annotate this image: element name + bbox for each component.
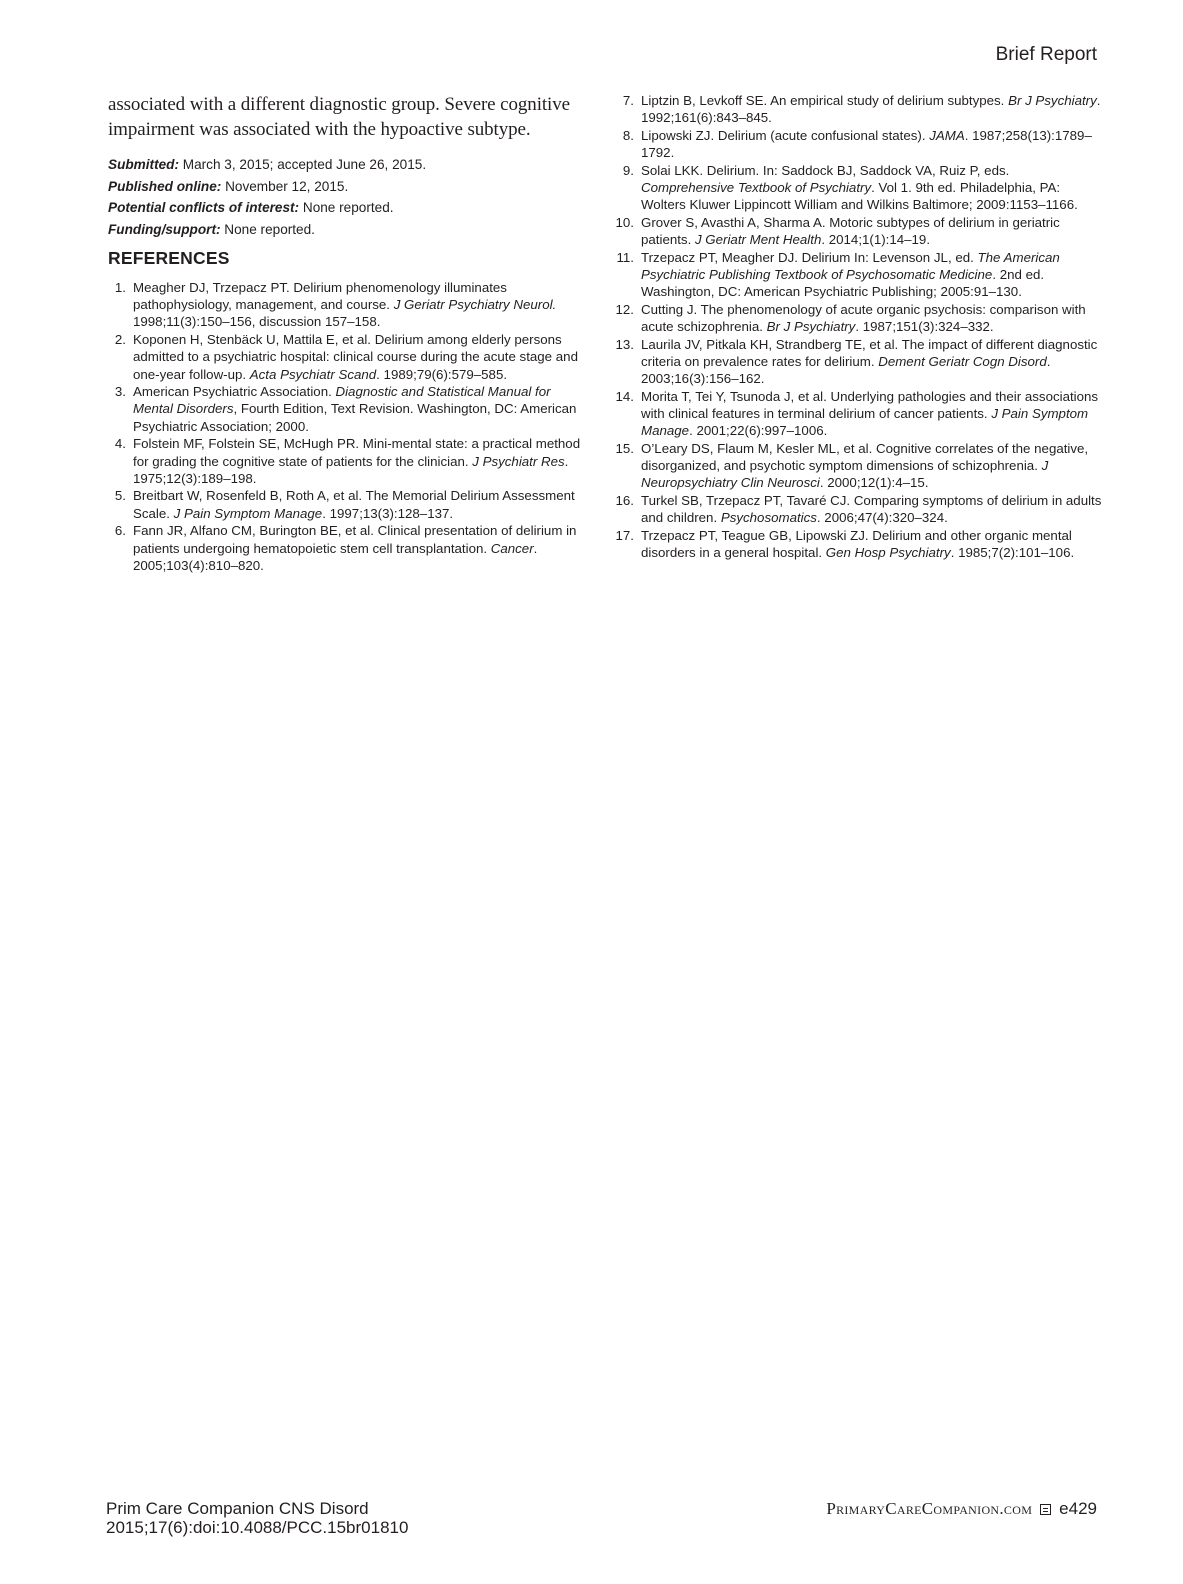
reference-source: J Psychiatr Res: [472, 453, 565, 469]
reference-text: Liptzin B, Levkoff SE. An empirical study of delirium subtypes.: [641, 93, 1009, 108]
reference-text: Folstein MF, Folstein SE, McHugh PR. Mini-mental state: a practical method for grading the cognitive state of patients for the clinician.: [133, 436, 581, 469]
reference-number: 7.: [622, 93, 634, 108]
reference-number: 2.: [114, 332, 126, 348]
reference-number: 12.: [615, 301, 634, 317]
reference-text: . 2001;22(6):997–1006.: [689, 423, 828, 439]
reference-item: [616, 492, 1104, 526]
reference-number: 13.: [615, 336, 634, 352]
reference-text: Lipowski ZJ. Delirium (acute confusional states).: [641, 127, 930, 143]
reference-number: 8.: [622, 127, 634, 143]
reference-item: [108, 487, 590, 521]
reference-item: [616, 388, 1104, 440]
footer-site-name: PrimaryCareCompanion.com: [826, 1499, 1033, 1518]
meta-label: Submitted:: [108, 157, 179, 172]
reference-text: . 2003;16(3):156–162.: [641, 354, 1051, 387]
reference-text: Grover S, Avasthi A, Sharma A. Motoric subtypes of delirium in geriatric patients.: [641, 214, 1060, 248]
footer-doi: 2015;17(6):doi:10.4088/PCC.15br01810: [106, 1518, 409, 1537]
reference-number: 15.: [615, 441, 634, 457]
reference-source: J Pain Symptom Manage: [641, 406, 1089, 439]
meta-label: Published online:: [108, 178, 222, 194]
reference-text: Cutting J. The phenomenology of acute organic psychosis: comparison with acute schizophrenia.: [641, 301, 1086, 335]
reference-text: 1998;11(3):150–156, discussion 157–158.: [133, 314, 381, 330]
meta-label: Funding/support:: [108, 221, 221, 237]
meta-conflicts: [108, 197, 590, 219]
reference-item: [616, 336, 1104, 388]
reference-source: Br J Psychiatry: [766, 319, 856, 335]
reference-item: [108, 383, 590, 435]
meta-value: March 3, 2015; accepted June 26, 2015.: [178, 157, 427, 172]
reference-source: Psychosomatics: [720, 510, 817, 526]
separator-icon: [1040, 1504, 1051, 1515]
meta-value: November 12, 2015.: [221, 178, 349, 194]
meta-value: None reported.: [220, 221, 315, 237]
reference-source: J Neuropsychiatry Clin Neurosci: [641, 458, 1049, 491]
reference-text: Koponen H, Stenbäck U, Mattila E, et al. Delirium among elderly persons admitted to a psychiatric hospital: clinical course during the acute stage and one-year follow-up.: [133, 332, 578, 382]
page-number: e429: [1059, 1499, 1097, 1518]
reference-item: [616, 92, 1104, 126]
reference-text: , Fourth Edition, Text Revision. Washington, DC: American Psychiatric Association; 2000.: [133, 401, 577, 434]
reference-source: The American Psychiatric Publishing Textbook of Psychosomatic Medicine: [641, 249, 1060, 283]
reference-text: . 1985;7(2):101–106.: [950, 545, 1075, 561]
lead-paragraph: associated with a different diagnostic group. Severe cognitive impairment was associated with the hypoactive subtype.: [108, 94, 570, 140]
reference-item: [616, 249, 1104, 301]
reference-list-right: [616, 92, 1104, 561]
running-head: Brief Report: [995, 44, 1097, 65]
reference-source: J Geriatr Psychiatry Neurol.: [393, 297, 557, 313]
reference-number: 5.: [114, 488, 126, 504]
meta-label: Potential conflicts of interest:: [108, 200, 300, 215]
reference-text: . 2014;1(1):14–19.: [821, 232, 931, 248]
reference-number: 9.: [622, 162, 634, 178]
reference-source: Dement Geriatr Cogn Disord: [878, 354, 1047, 370]
reference-text: . 1975;12(3):189–198.: [133, 453, 569, 486]
references-heading: REFERENCES: [108, 248, 230, 268]
reference-number: 17.: [615, 528, 634, 544]
reference-item: [108, 522, 590, 574]
left-column: [108, 92, 590, 574]
meta-submitted: [108, 154, 590, 176]
reference-text: Meagher DJ, Trzepacz PT. Delirium phenomenology illuminates pathophysiology, management, and course.: [133, 280, 507, 313]
reference-number: 16.: [615, 493, 634, 509]
reference-text: . 1992;161(6):843–845.: [641, 93, 1101, 126]
reference-text: Trzepacz PT, Meagher DJ. Delirium In: Levenson JL, ed.: [641, 249, 978, 265]
reference-list-left: [108, 279, 590, 574]
article-meta: [108, 154, 590, 240]
reference-source: Comprehensive Textbook of Psychiatry: [641, 180, 872, 196]
reference-text: . 1987;151(3):324–332.: [855, 319, 994, 335]
reference-source: Cancer: [490, 540, 534, 556]
meta-funding: [108, 219, 590, 241]
reference-number: 11.: [616, 249, 634, 265]
reference-source: Diagnostic and Statistical Manual for Mental Disorders: [133, 384, 551, 417]
reference-number: 14.: [615, 388, 634, 404]
reference-text: . 2006;47(4):320–324.: [816, 510, 948, 526]
reference-text: . 2nd ed. Washington, DC: American Psychiatric Publishing; 2005:91–130.: [641, 267, 1045, 300]
reference-item: [616, 440, 1104, 492]
reference-source: Gen Hosp Psychiatry: [825, 545, 951, 561]
reference-text: Trzepacz PT, Teague GB, Lipowski ZJ. Delirium and other organic mental disorders in a general hospital.: [641, 528, 1072, 561]
reference-source: J Pain Symptom Manage: [173, 505, 323, 521]
reference-item: [616, 214, 1104, 248]
reference-text: . 2005;103(4):810–820.: [133, 540, 538, 573]
reference-number: 1.: [114, 280, 126, 295]
reference-source: Br J Psychiatry: [1008, 93, 1097, 108]
footer-site: [826, 1499, 1097, 1519]
reference-text: . 2000;12(1):4–15.: [819, 475, 929, 491]
reference-item: [616, 162, 1104, 214]
reference-text: Solai LKK. Delirium. In: Saddock BJ, Saddock VA, Ruiz P, eds.: [641, 162, 1010, 178]
meta-value: None reported.: [299, 200, 394, 215]
reference-number: 3.: [114, 384, 126, 400]
reference-item: [616, 301, 1104, 335]
footer-citation: [106, 1499, 408, 1537]
footer-journal: Prim Care Companion CNS Disord: [106, 1499, 369, 1518]
reference-text: O’Leary DS, Flaum M, Kesler ML, et al. Cognitive correlates of the negative, disorganized, and psychotic symptom dimensions of schizophrenia.: [641, 441, 1089, 474]
reference-source: Acta Psychiatr Scand: [249, 366, 377, 382]
reference-text: Turkel SB, Trzepacz PT, Tavaré CJ. Comparing symptoms of delirium in adults and children.: [641, 493, 1102, 526]
reference-text: . 1987;258(13):1789–1792.: [641, 127, 1092, 161]
reference-source: JAMA: [929, 127, 965, 143]
reference-item: [108, 435, 590, 487]
reference-number: 10.: [615, 214, 634, 230]
reference-item: [108, 279, 590, 331]
reference-number: 4.: [114, 436, 126, 452]
reference-text: Breitbart W, Rosenfeld B, Roth A, et al. The Memorial Delirium Assessment Scale.: [133, 488, 575, 521]
reference-item: [616, 127, 1104, 161]
right-column: [616, 92, 1104, 562]
reference-source: J Geriatr Ment Health: [694, 232, 822, 248]
reference-text: . 1989;79(6):579–585.: [376, 366, 508, 382]
reference-text: Fann JR, Alfano CM, Burington BE, et al. Clinical presentation of delirium in patients undergoing hematopoietic stem cell transplantation.: [133, 523, 577, 556]
reference-item: [616, 527, 1104, 561]
reference-text: Laurila JV, Pitkala KH, Strandberg TE, et al. The impact of different diagnostic criteria on prevalence rates for delirium.: [641, 336, 1098, 370]
reference-text: . Vol 1. 9th ed. Philadelphia, PA: Wolters Kluwer Lippincott William and Wilkins Baltimore; 2009:1153–1166.: [641, 180, 1078, 213]
reference-text: American Psychiatric Association.: [133, 384, 336, 400]
reference-text: Morita T, Tei Y, Tsunoda J, et al. Underlying pathologies and their associations with clinical features in terminal delirium of cancer patients.: [641, 388, 1099, 422]
meta-published: [108, 176, 590, 198]
reference-number: 6.: [114, 523, 126, 539]
reference-item: [108, 331, 590, 383]
reference-text: . 1997;13(3):128–137.: [322, 505, 454, 521]
